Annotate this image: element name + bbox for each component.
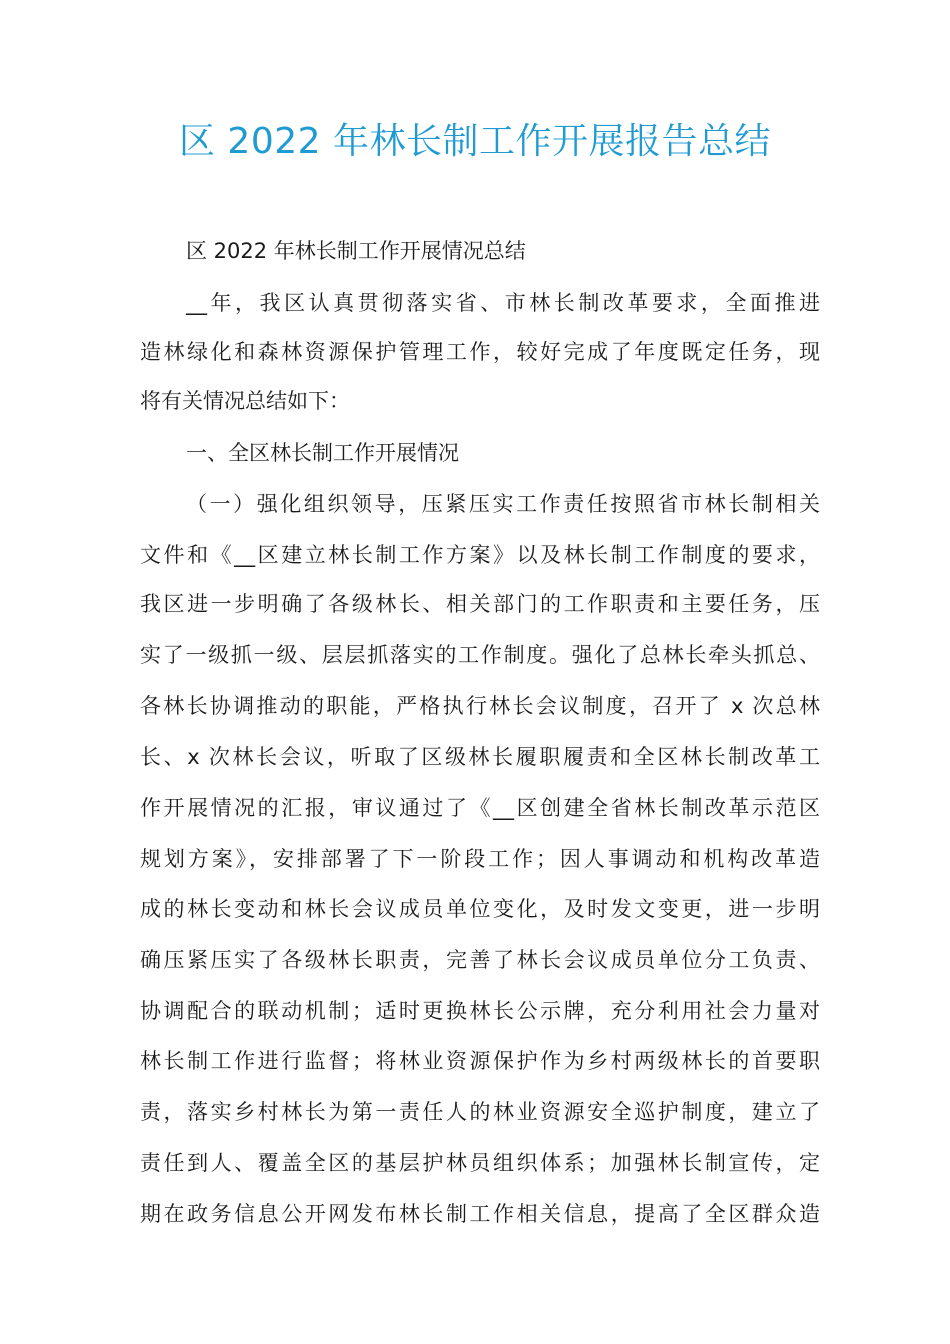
paragraph-line: 协调配合的联动机制；适时更换林长公示牌，充分利用社会力量对	[140, 999, 820, 1023]
paragraph-line: 期在政务信息公开网发布林长制工作相关信息，提高了全区群众造	[140, 1202, 820, 1226]
paragraph-line: 各林长协调推动的职能，严格执行林长会议制度，召开了 x 次总林	[140, 694, 820, 718]
paragraph-line: 作开展情况的汇报，审议通过了《__区创建全省林长制改革示范区	[140, 796, 820, 820]
paragraph-line: 长、x 次林长会议，听取了区级林长履职履责和全区林长制改革工	[140, 745, 820, 769]
paragraph-line: 实了一级抓一级、层层抓落实的工作制度。强化了总林长牵头抓总、	[140, 643, 820, 667]
paragraph-line: 将有关情况总结如下：	[140, 389, 350, 413]
paragraph-line: 确压紧压实了各级林长职责，完善了林长会议成员单位分工负责、	[140, 948, 820, 972]
paragraph-line: 造林绿化和森林资源保护管理工作，较好完成了年度既定任务，现	[140, 340, 820, 364]
paragraph-line: 文件和《__区建立林长制工作方案》以及林长制工作制度的要求，	[140, 543, 820, 567]
paragraph-line: 我区进一步明确了各级林长、相关部门的工作职责和主要任务，压	[140, 592, 820, 616]
paragraph-line: 成的林长变动和林长会议成员单位变化，及时发文变更，进一步明	[140, 897, 820, 921]
paragraph-line: 区 2022 年林长制工作开展情况总结	[186, 239, 526, 263]
paragraph-line: 责任到人、覆盖全区的基层护林员组织体系；加强林长制宣传，定	[140, 1151, 820, 1175]
paragraph-line: 责，落实乡村林长为第一责任人的林业资源安全巡护制度，建立了	[140, 1100, 820, 1124]
section-heading: 一、全区林长制工作开展情况	[186, 441, 459, 465]
paragraph-line: （一）强化组织领导，压紧压实工作责任按照省市林长制相关	[186, 492, 820, 516]
paragraph-line: 林长制工作进行监督；将林业资源保护作为乡村两级林长的首要职	[140, 1049, 820, 1073]
paragraph-line: __年，我区认真贯彻落实省、市林长制改革要求，全面推进	[186, 291, 820, 315]
paragraph-line: 规划方案》，安排部署了下一阶段工作；因人事调动和机构改革造	[140, 847, 820, 871]
document-title: 区 2022 年林长制工作开展报告总结	[178, 121, 771, 162]
